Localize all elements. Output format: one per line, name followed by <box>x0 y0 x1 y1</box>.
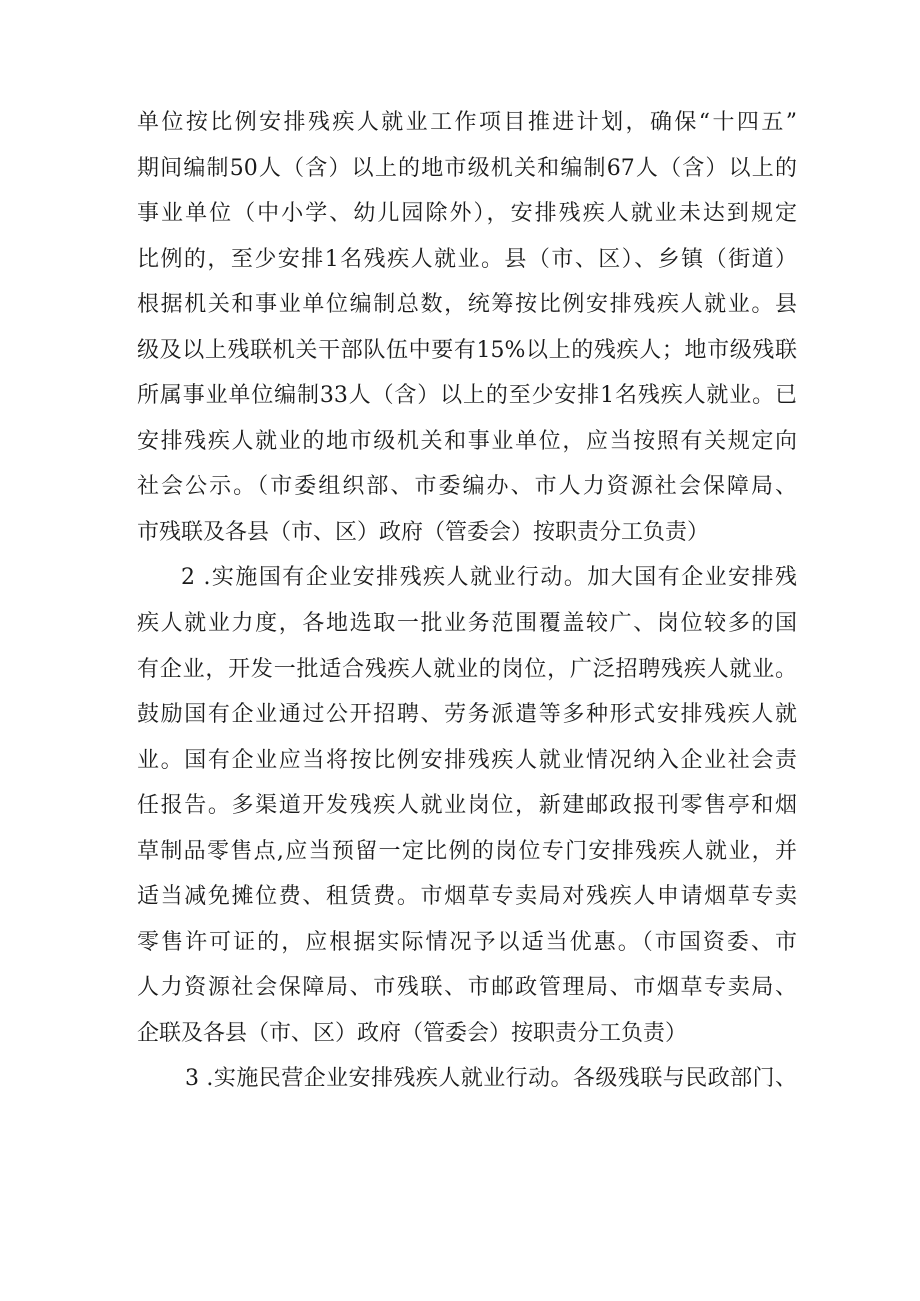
text-line: 安排残疾人就业的地市级机关和事业单位，应当按照有关规定向 <box>137 428 797 454</box>
text-line: 级及以上残联机关干部队伍中要有15%以上的残疾人；地市级残联 <box>137 337 797 363</box>
text-line: 企联及各县（市、区）政府（管委会）按职责分工负责） <box>137 1020 688 1046</box>
text-line: 零售许可证的，应根据实际情况予以适当优惠。（市国资委、市 <box>137 929 797 955</box>
text-line: 所属事业单位编制33人（含）以上的至少安排1名残疾人就业。已 <box>137 383 797 409</box>
text-line: 2 .实施国有企业安排残疾人就业行动。加大国有企业安排残 <box>181 565 797 591</box>
paragraph-2 <box>137 555 797 1056</box>
paragraph-1 <box>137 100 797 555</box>
text-line: 期间编制50人（含）以上的地市级机关和编制67人（含）以上的 <box>137 155 797 181</box>
text-line: 3 .实施民营企业安排残疾人就业行动。各级残联与民政部门、 <box>185 1066 797 1092</box>
text-line: 草制品零售点,应当预留一定比例的岗位专门安排残疾人就业，并 <box>137 838 797 864</box>
text-line: 任报告。多渠道开发残疾人就业岗位，新建邮政报刊零售亭和烟 <box>137 793 797 819</box>
text-line: 有企业，开发一批适合残疾人就业的岗位，广泛招聘残疾人就业。 <box>137 656 797 682</box>
text-line: 市残联及各县（市、区）政府（管委会）按职责分工负责） <box>137 519 710 545</box>
text-line: 社会公示。（市委组织部、市委编办、市人力资源社会保障局、 <box>137 474 797 500</box>
text-line: 业。国有企业应当将按比例安排残疾人就业情况纳入企业社会责 <box>137 747 797 773</box>
body-text <box>137 100 797 1102</box>
text-line: 单位按比例安排残疾人就业工作项目推进计划，确保“十四五” <box>137 110 797 135</box>
text-line: 根据机关和事业单位编制总数，统筹按比例安排残疾人就业。县 <box>137 292 797 318</box>
paragraph-3 <box>137 1056 797 1102</box>
text-line: 鼓励国有企业通过公开招聘、劳务派遣等多种形式安排残疾人就 <box>137 702 797 728</box>
text-line: 比例的，至少安排1名残疾人就业。县（市、区）、乡镇（街道） <box>137 246 797 272</box>
text-line: 适当减免摊位费、租赁费。市烟草专卖局对残疾人申请烟草专卖 <box>137 884 797 910</box>
text-line: 事业单位（中小学、幼儿园除外），安排残疾人就业未达到规定 <box>137 201 797 227</box>
text-line: 疾人就业力度，各地选取一批业务范围覆盖较广、岗位较多的国 <box>137 611 797 637</box>
text-line: 人力资源社会保障局、市残联、市邮政管理局、市烟草专卖局、 <box>137 975 797 1001</box>
